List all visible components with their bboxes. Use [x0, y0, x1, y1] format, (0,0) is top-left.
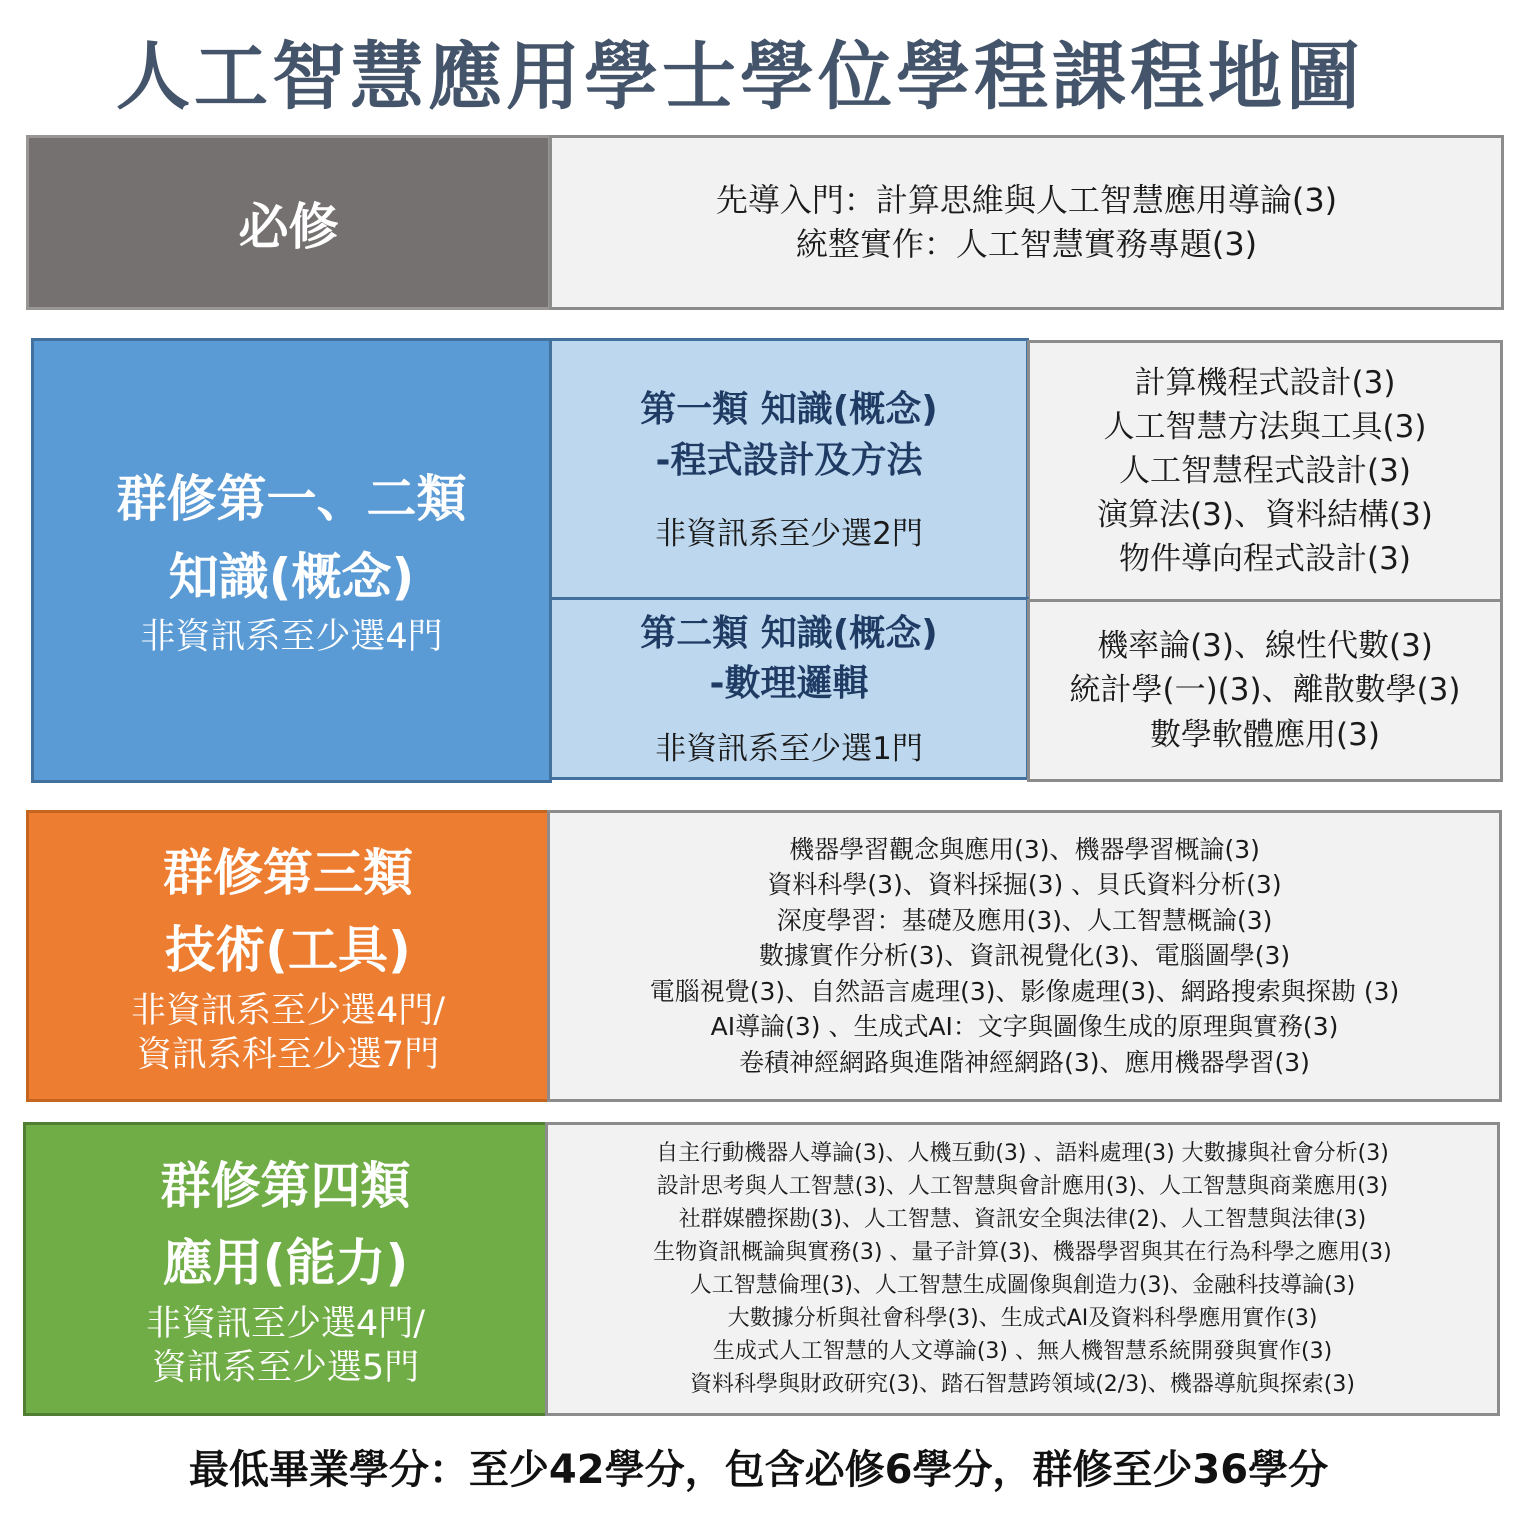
group12-title-line2: 知識(概念): [168, 547, 415, 606]
group12-header: [31, 338, 552, 783]
group4-header: [23, 1122, 548, 1416]
group4-title-line1: 群修第四類: [160, 1156, 411, 1215]
course-line: 設計思考與人工智慧(3)、人工智慧與會計應用(3)、人工智慧與商業應用(3): [656, 1174, 1389, 1199]
course-line: 人工智慧程式設計(3): [1119, 452, 1411, 489]
course-line: 數學軟體應用(3): [1150, 716, 1380, 753]
course-line: 大數據分析與社會科學(3)、生成式AI及資料科學應用實作(3): [727, 1306, 1318, 1331]
group12-title-line1: 群修第一、二類: [116, 470, 467, 529]
graduation-credits-note: 最低畢業學分：至少42學分，包含必修6學分，群修至少36學分: [188, 1447, 1329, 1493]
cat1-header: [549, 338, 1029, 600]
group4-note-line1: 非資訊至少選4門/: [145, 1303, 426, 1344]
course-line: 電腦視覺(3)、自然語言處理(3)、影像處理(3)、網路搜索與探勘 (3): [649, 976, 1400, 1006]
required-courses: [549, 135, 1504, 310]
cat1-title-line2: -程式設計及方法: [655, 439, 923, 481]
group12-note: 非資訊系至少選4門: [140, 617, 443, 658]
group4-title-line2: 應用(能力): [162, 1234, 409, 1293]
group4-courses: [545, 1122, 1500, 1416]
cat2-note: 非資訊系至少選1門: [655, 731, 923, 768]
course-line: 物件導向程式設計(3): [1119, 541, 1411, 578]
course-line: AI導論(3) 、生成式AI：文字與圖像生成的原理與實務(3): [710, 1012, 1339, 1042]
course-line: 資料科學(3)、資料採掘(3) 、貝氏資料分析(3): [767, 870, 1282, 900]
course-line: 資料科學與財政研究(3)、踏石智慧跨領域(2/3)、機器導航與探索(3): [690, 1372, 1355, 1397]
course-line: 人工智慧方法與工具(3): [1103, 408, 1427, 445]
required-header: [26, 135, 551, 310]
cat1-title-line1: 第一類 知識(概念): [640, 389, 938, 431]
cat2-title-line1: 第二類 知識(概念): [640, 612, 938, 654]
course-line: 自主行動機器人導論(3)、人機互動(3) 、語料處理(3) 大數據與社會分析(3): [656, 1141, 1389, 1166]
required-label: 必修: [238, 197, 339, 256]
course-line: 社群媒體探勘(3)、人工智慧、資訊安全與法律(2)、人工智慧與法律(3): [678, 1207, 1367, 1232]
course-line: 生物資訊概論與實務(3) 、量子計算(3)、機器學習與其在行為科學之應用(3): [653, 1240, 1392, 1265]
cat1-note: 非資訊系至少選2門: [655, 515, 923, 552]
course-line: 深度學習：基礎及應用(3)、人工智慧概論(3): [776, 905, 1273, 935]
group3-header: [26, 810, 550, 1102]
course-line: 生成式人工智慧的人文導論(3) 、無人機智慧系統開發與實作(3): [712, 1339, 1333, 1364]
course-line: 數據實作分析(3)、資訊視覺化(3)、電腦圖學(3): [758, 941, 1291, 971]
cat2-title-line2: -數理邏輯: [709, 663, 869, 704]
group4-note-line2: 資訊系至少選5門: [151, 1347, 420, 1388]
group3-title-line2: 技術(工具): [165, 921, 411, 980]
course-line: 先導入門：計算思維與人工智慧應用導論(3): [715, 180, 1338, 219]
course-line: 人工智慧倫理(3)、人工智慧生成圖像與創造力(3)、金融科技導論(3): [689, 1273, 1356, 1298]
course-line: 卷積神經網路與進階神經網路(3)、應用機器學習(3): [739, 1047, 1310, 1077]
course-line: 統計學(一)(3)、離散數學(3): [1069, 672, 1461, 709]
course-line: 機率論(3)、線性代數(3): [1097, 628, 1433, 665]
cat2-header: [549, 597, 1029, 780]
group3-courses: [547, 810, 1502, 1102]
group3-note-line1: 非資訊系至少選4門/: [130, 990, 446, 1031]
course-line: 計算機程式設計(3): [1134, 364, 1396, 401]
course-line: 統整實作：人工智慧實務專題(3): [795, 224, 1258, 263]
group3-note-line2: 資訊系科至少選7門: [136, 1034, 440, 1075]
course-line: 演算法(3)、資料結構(3): [1097, 497, 1433, 533]
cat1-courses: [1027, 340, 1503, 602]
course-line: 機器學習觀念與應用(3)、機器學習概論(3): [789, 834, 1260, 864]
cat2-courses: [1027, 599, 1503, 782]
page-title: 人工智慧應用學士學位學程課程地圖: [116, 34, 1364, 120]
group3-title-line1: 群修第三類: [163, 843, 413, 902]
